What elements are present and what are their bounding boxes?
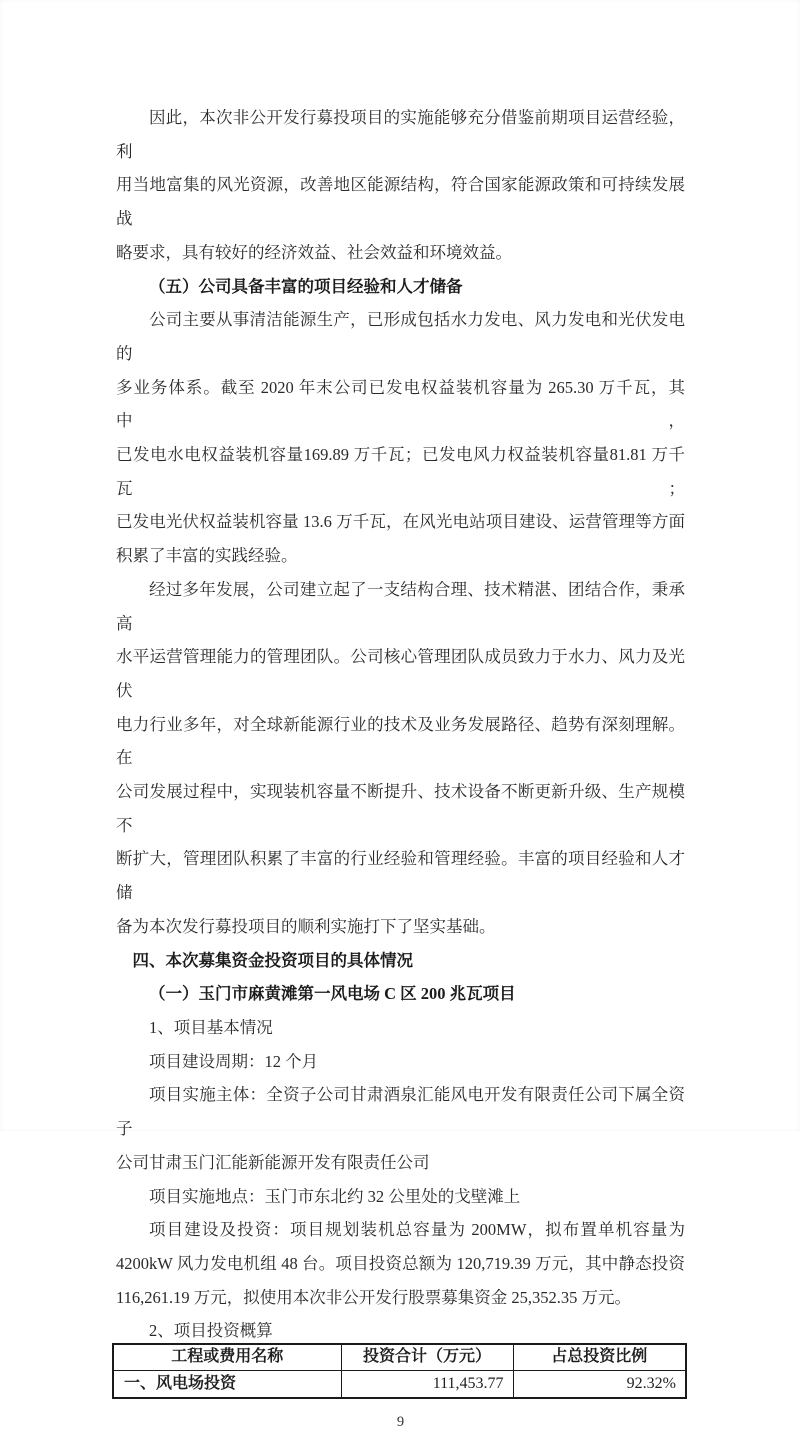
text-line: 2、项目投资概算 [149,1321,273,1341]
paragraph-line: 水平运营管理能力的管理团队。公司核心管理团队成员致力于水力、风力及光伏 [116,647,685,700]
paragraph-line: 项目建设及投资：项目规划装机总容量为 200MW，拟布置单机容量为 [149,1220,685,1240]
paragraph-line: 略要求，具有较好的经济效益、社会效益和环境效益。 [116,242,512,262]
paragraph-line: 4200kW 风力发电机组 48 台。项目投资总额为 120,719.39 万元，其中静态投资 [116,1253,685,1273]
section-heading: 四、本次募集资金投资项目的具体情况 [132,950,413,970]
paragraph-line: 116,261.19 万元，拟使用本次非公开发行股票募集资金 25,352.35 万元。 [116,1287,632,1307]
paragraph [116,101,685,270]
paragraph [116,1078,685,1179]
subsection-heading: （五）公司具备丰富的项目经验和人才储备 [149,276,463,296]
table-cell-investment: 111,453.77 [341,1370,513,1398]
paragraph-line: 备为本次发行募投项目的顺利实施打下了坚实基础。 [116,916,496,936]
table-cell-name: 一、风电场投资 [113,1370,341,1398]
paragraph-line: 已发电光伏权益装机容量 13.6 万千瓦，在风光电站项目建设、运营管理等方面 [116,512,685,532]
document-text-flow [116,101,685,1348]
table-cell-ratio: 92.32% [513,1370,686,1398]
paragraph-line: 经过多年发展，公司建立起了一支结构合理、技术精湛、团结合作，秉承高 [116,579,685,633]
table-header-investment: 投资合计（万元） [341,1344,513,1370]
paragraph-line: 多业务体系。截至 2020 年末公司已发电权益装机容量为 265.30 万千瓦，其中， [116,377,685,431]
text-line: 1、项目基本情况 [149,1017,273,1037]
table-header-item-name: 工程或费用名称 [113,1344,341,1370]
text-line: 项目建设周期：12 个月 [149,1051,319,1071]
paragraph-line: 积累了丰富的实践经验。 [116,546,298,566]
paragraph-line: 公司甘肃玉门汇能新能源开发有限责任公司 [116,1152,430,1172]
paragraph-line: 因此，本次非公开发行募投项目的实施能够充分借鉴前期项目运营经验，利 [116,108,685,161]
table-header-ratio: 占总投资比例 [513,1344,686,1370]
paragraph-line: 公司主要从事清洁能源生产，已形成包括水力发电、风力发电和光伏发电的 [116,310,685,363]
investment-table [112,1343,687,1399]
paragraph [116,573,685,944]
text-line: 项目实施地点：玉门市东北约 32 公里处的戈壁滩上 [149,1186,521,1206]
paragraph-line: 断扩大，管理团队积累了丰富的行业经验和管理经验。丰富的项目经验和人才储 [116,849,685,903]
paragraph-line: 项目实施主体：全资子公司甘肃酒泉汇能风电开发有限责任公司下属全资子 [116,1085,685,1139]
paragraph-line: 电力行业多年，对全球新能源行业的技术及业务发展路径、趋势有深刻理解。在 [116,714,685,768]
page-number: 9 [396,1414,405,1431]
paragraph-line: 用当地富集的风光资源，改善地区能源结构，符合国家能源政策和可持续发展战 [116,175,685,229]
paragraph-line: 公司发展过程中，实现装机容量不断提升、技术设备不断更新升级、生产规模不 [116,782,685,835]
table-header-row [113,1344,686,1370]
paragraph [116,1213,685,1314]
subsection-heading: （一）玉门市麻黄滩第一风电场 C 区 200 兆瓦项目 [149,984,516,1004]
paragraph [116,303,685,573]
table-row [113,1370,686,1398]
paragraph-line: 已发电水电权益装机容量169.89 万千瓦；已发电风力权益装机容量81.81 万千瓦； [116,445,685,498]
